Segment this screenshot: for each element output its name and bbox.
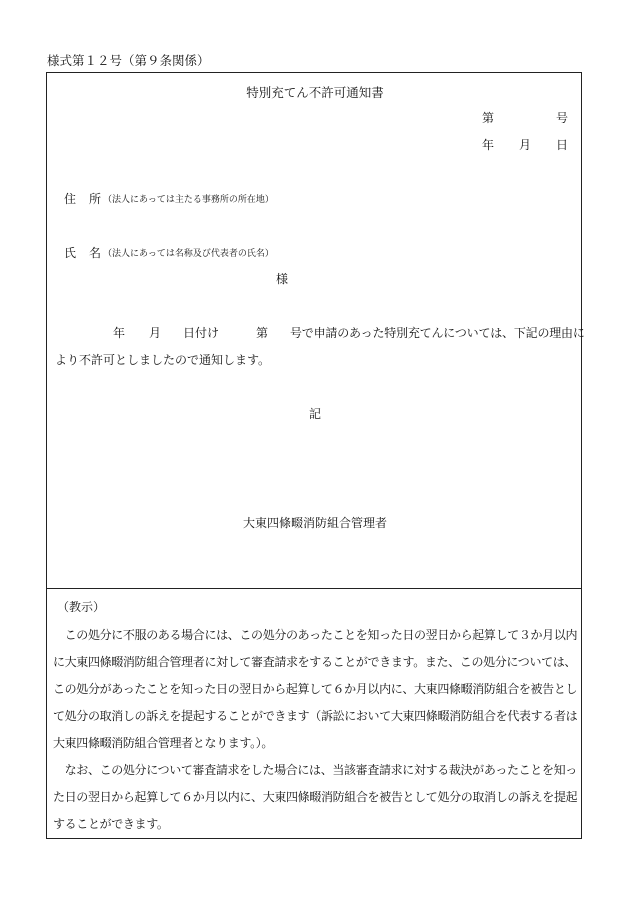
body-year: 年: [113, 326, 126, 340]
notice-line: この処分があったことを知った日の翌日から起算して６か月以内に、大東四條畷消防組合を被告とし: [53, 682, 578, 696]
body-rest: 号で申請のあった特別充てんについては、下記の理由に: [290, 326, 585, 340]
notice-line: この処分に不服のある場合には、この処分のあったことを知った日の翌日から起算して３か月以内: [53, 628, 578, 642]
notice-line: 大東四條畷消防組合管理者となります。）。: [53, 736, 274, 750]
address-label-2: 所: [89, 192, 102, 206]
issuer: 大東四條畷消防組合管理者: [242, 516, 387, 530]
notice-line: なお、この処分について審査請求をした場合には、当該審査請求に対する裁決があったことを知っ: [53, 763, 577, 777]
notice-line: に大東四條畷消防組合管理者に対して審査請求をすることができます。また、この処分については、: [53, 655, 577, 669]
address-note: （法人にあっては主たる事務所の所在地）: [103, 195, 274, 205]
notice-heading: （教示）: [57, 600, 106, 614]
address-label-1: 住: [64, 192, 77, 206]
name-label-1: 氏: [64, 246, 77, 260]
body-month: 月: [149, 326, 162, 340]
notice-line: て処分の取消しの訴えを提起することができます（訴訟において大東四條畷消防組合を代表する者は: [53, 709, 578, 723]
body-line2: より不許可としましたので通知します。: [55, 353, 271, 367]
number-suffix: 号: [556, 111, 569, 125]
body-dated: 日付け: [183, 326, 220, 340]
ki-mark: 記: [309, 407, 322, 421]
name-note: （法人にあっては名称及び代表者の氏名）: [103, 249, 274, 259]
date-month: 月: [519, 138, 532, 152]
notice-form-frame: [46, 72, 585, 839]
document-title: 特別充てん不許可通知書: [246, 85, 384, 100]
notice-line: た日の翌日から起算して６か月以内に、大東四條畷消防組合を被告として処分の取消しの訴えを提起: [53, 790, 578, 804]
name-label-2: 名: [89, 246, 102, 260]
notice-line: することができます。: [53, 817, 169, 831]
number-prefix: 第: [482, 111, 495, 125]
form-number: 様式第１２号（第９条関係）: [47, 53, 210, 68]
date-day: 日: [556, 138, 569, 152]
honorific: 様: [276, 272, 289, 286]
section-divider: [47, 588, 581, 589]
body-dai: 第: [256, 326, 269, 340]
date-year: 年: [482, 138, 495, 152]
